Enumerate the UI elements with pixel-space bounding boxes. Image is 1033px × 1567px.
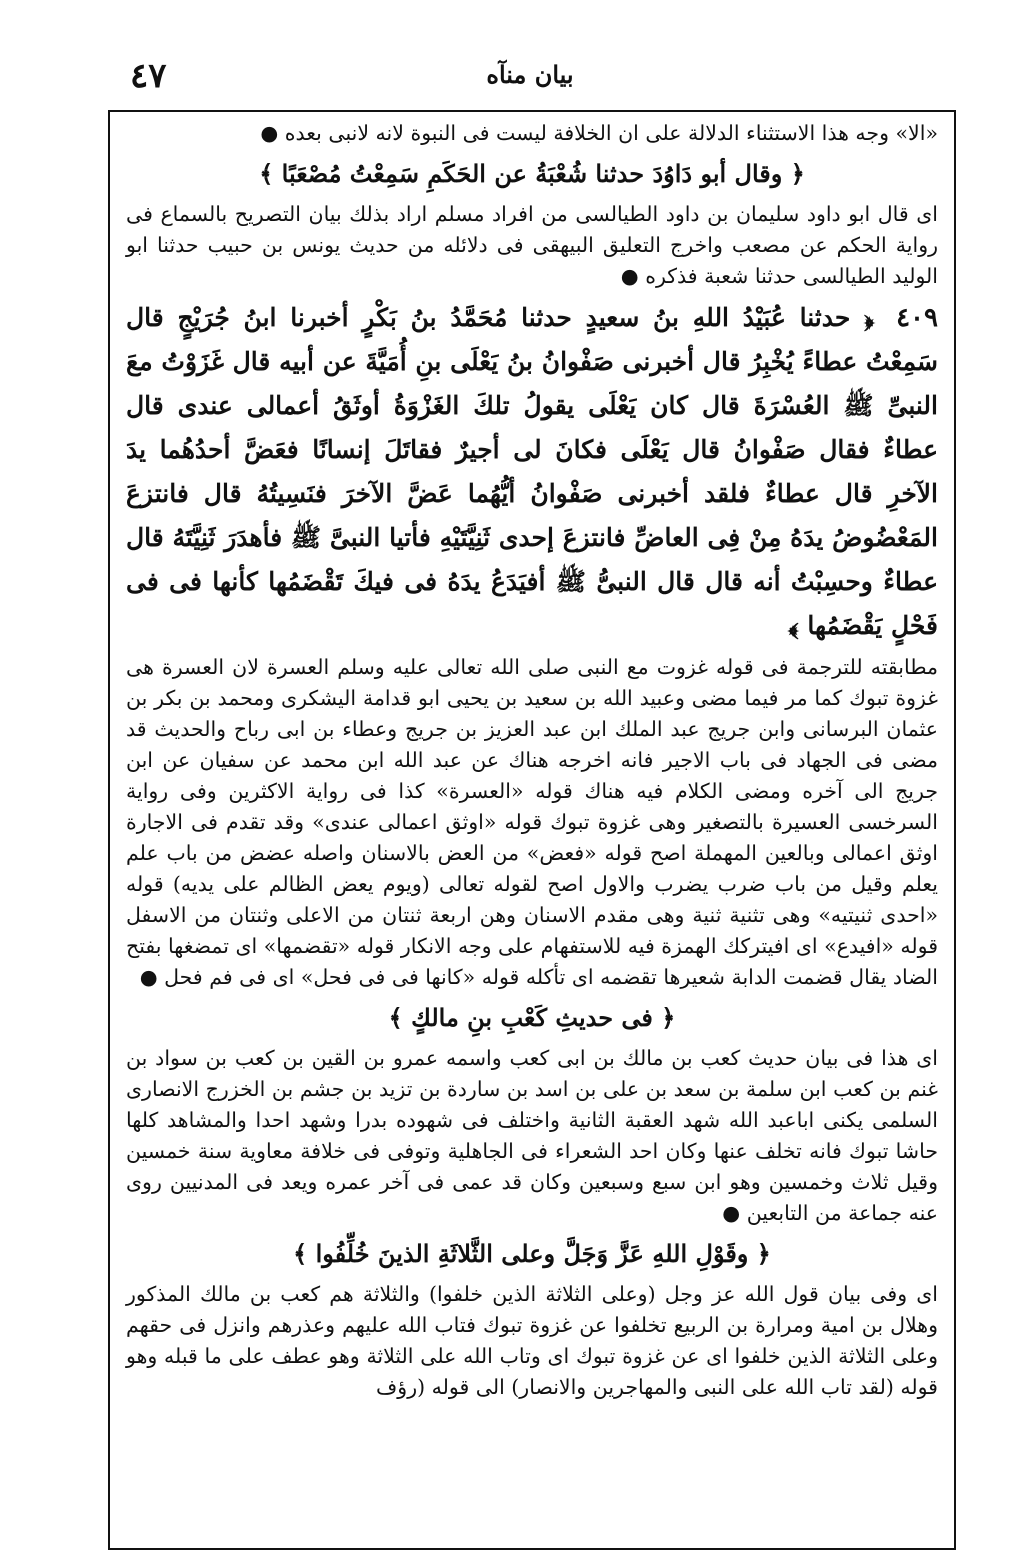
hadith-number: ٤٠٩ <box>896 303 938 333</box>
text-body <box>126 118 938 1403</box>
page-number: ٤٧ <box>130 56 167 96</box>
section-heading-abu-dawud: ﴿ وقال أبو دَاوُدَ حدثنا شُعْبَةُ عن الحَكَمِ سَمِعْتُ مُصْعَبًا ﴾ <box>259 159 805 188</box>
page-header <box>110 52 950 102</box>
section-heading-three: ﴿ وقَوْلِ اللهِ عَزَّ وَجَلَّ وعلى الثَّلاثَةِ الذينَ خُلِّفُوا ﴾ <box>293 1239 771 1268</box>
running-title: بيان منآه <box>486 60 574 89</box>
hadith-text <box>126 296 938 648</box>
commentary-paragraph: اى قال ابو داود سليمان بن داود الطيالسى من افراد مسلم اراد بذلك بيان التصريح بالسماع فى رواية الحكم عن مصعب واخرج التعليق البيهقى فى دلائله من حديث يونس بن حبيب حدثنا ابو الوليد الطيالسى حدثنا شعبة فذكره ● <box>126 202 938 288</box>
commentary-paragraph: اى وفى بيان قول الله عز وجل (وعلى الثلاثة الذين خلفوا) والثلاثة هم كعب بن مالك المذكور وهلال بن امية ومرارة بن الربيع تخلفوا عن غزوة تبوك فتاب الله عليهم وعذرهم وانزل فى حقهم وعلى الثلاثة الذين خلفوا اى عن غزوة تبوك اى وتاب الله على الثلاثة وهو عطف على ما قبله وهو قوله (لقد تاب الله على النبى والمهاجرين والانصار) الى قوله (رؤف <box>126 1282 938 1399</box>
commentary-paragraph: مطابقته للترجمة فى قوله غزوت مع النبى صلى الله تعالى عليه وسلم العسرة لان العسرة هى غزوة تبوك كما مر فيما مضى وعبيد الله بن سعيد بن يحيى ابو قدامة اليشكرى ومحمد بن بكر بن عثمان البرسانى وابن جريج عبد الملك ابن عبد العزيز بن جريج وعطاء بن ابى رباح والحديث قد مضى فى الجهاد فى باب الاجير فانه اخرجه هناك عن عبد الله ابن محمد عن سفيان عن ابن جريج الى آخره ومضى الكلام فيه هناك قوله «العسرة» كذا فى رواية الاكثرين وفى رواية السرخسى العسيرة بالتصغير وهى غزوة تبوك قوله «اوثق اعمالى عندى» وقد تقدم فى الاجارة اوثق اعمالى وبالعين المهملة اصح قوله «فعض» من العض بالاسنان واصله عضض من باب علم يعلم وقيل من باب ضرب يضرب والاول اصح لقوله تعالى (ويوم يعض الظالم على يديه) قوله «احدى ثنيتيه» وهى تثنية ثنية وهى مقدم الاسنان وهن اربعة ثنتان من الاعلى وثنتان من الاسفل قوله «افيدع» اى افيتركك الهمزة فيه للاستفهام على وجه الانكار قوله «تقضمها» اى تمضغها بفتح الضاد يقال قضمت الدابة شعيرها تقضمه اى تأكله قوله «كانها فى فى فحل» اى فى فم فحل ● <box>126 655 938 989</box>
hadith-body: ﴿ حدثنا عُبَيْدُ اللهِ بنُ سعيدٍ حدثنا مُحَمَّدُ بنُ بَكْرٍ أخبرنا ابنُ جُرَيْجٍ قال سَمِعْتُ عطاءً يُخْبِرُ قال أخبرنى صَفْوانُ بنُ يَعْلَى بنِ أُمَيَّةَ عن أبيه قال غَزَوْتُ معَ النبىِّ ﷺ العُسْرَةَ قال كان يَعْلَى يقولُ تلكَ الغَزْوَةُ أوثَقُ أعمالى عندى قال عطاءٌ فقال صَفْوانُ قال يَعْلَى فكانَ لى أجيرٌ فقاتَلَ إنسانًا فعَضَّ أحدُهُما يدَ الآخرِ قال عطاءٌ فلقد أخبرنى صَفْوانُ أيُّهُما عَضَّ الآخرَ فنَسِيتُهُ قال فانتزعَ المَعْضُوضُ يدَهُ مِنْ فِى العاضِّ فانتزعَ إحدى ثَنِيَّتَيْهِ فأتيا النبىَّ ﷺ فأهدَرَ ثَنِيَّتَهُ قال عطاءٌ وحسِبْتُ أنه قال قال النبىُّ ﷺ أفيَدَعُ يدَهُ فى فيكَ تَقْضَمُها كأنها فى فى فَحْلٍ يَقْضَمُها ﴾ <box>126 303 938 640</box>
section-heading-kaab: ﴿ فى حديثِ كَعْبِ بنِ مالكٍ ﴾ <box>388 1003 676 1032</box>
intro-paragraph: «الا» وجه هذا الاستثناء الدلالة على ان الخلافة ليست فى النبوة لانه لانبى بعده ● <box>260 121 938 145</box>
commentary-paragraph: اى هذا فى بيان حديث كعب بن مالك بن ابى كعب واسمه عمرو بن القين بن كعب بن سواد بن غنم بن كعب ابن سلمة بن سعد بن على بن اسد بن ساردة بن تزيد بن جشم بن الخزرج الانصارى السلمى يكنى اباعبد الله شهد العقبة الثانية واختلف فى شهوده بدرا وشهد احدا والمشاهد كلها حاشا تبوك فانه تخلف عنها وكان احد الشعراء فى الجاهلية وتوفى فى خلافة معاوية سنة خمسين وقيل ثلاث وخمسين وهو ابن سبع وسبعين وكان قد عمى فى آخر عمره ويعد فى المدنيين روى عنه جماعة من التابعين ● <box>126 1046 938 1225</box>
